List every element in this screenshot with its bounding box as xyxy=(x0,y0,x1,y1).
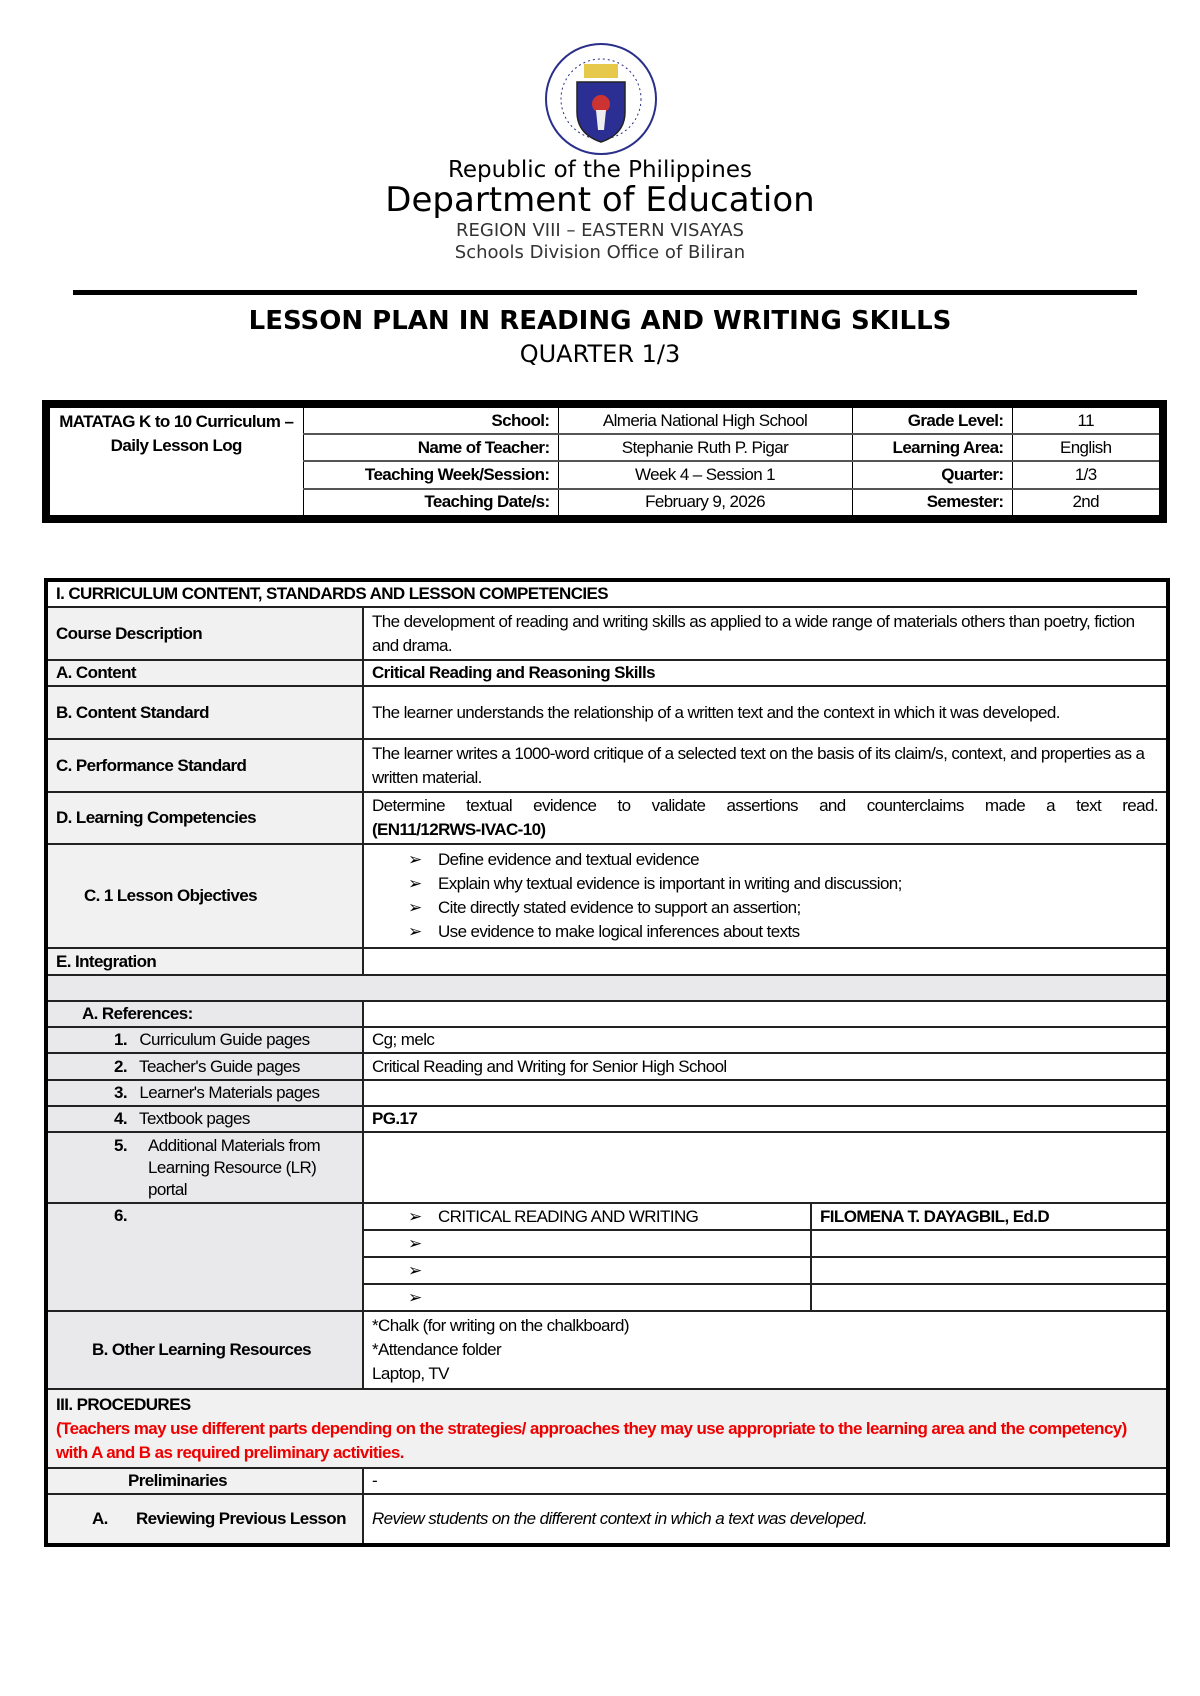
content-standard-value: The learner understands the relationship of a written text and the context in which it was developed. xyxy=(363,686,1168,739)
quarter-label: Quarter: xyxy=(852,461,1012,488)
ref-six-author xyxy=(811,1284,1168,1311)
ref-teachers-guide-value: Critical Reading and Writing for Senior High School xyxy=(363,1053,1168,1080)
arrow-bullet-icon: ➢ xyxy=(408,1260,422,1280)
ref-number: 4. xyxy=(114,1109,127,1128)
resource-item: *Chalk (for writing on the chalkboard) xyxy=(372,1316,629,1335)
region-text: REGION VIII – EASTERN VISAYAS xyxy=(456,220,744,241)
ref-six-author: FILOMENA T. DAYAGBIL, Ed.D xyxy=(811,1203,1168,1230)
ref-number: 2. xyxy=(114,1056,127,1076)
arrow-bullet-icon: ➢ xyxy=(408,922,422,941)
arrow-bullet-icon: ➢ xyxy=(408,1233,422,1253)
semester-value: 2nd xyxy=(1012,489,1163,519)
ref-number: 3. xyxy=(114,1083,127,1102)
ref-additional-materials-label xyxy=(46,1132,363,1203)
procedures-heading: III. PROCEDURES xyxy=(56,1394,191,1414)
ref-six-book xyxy=(363,1230,811,1257)
performance-standard-value: The learner writes a 1000-word critique of a selected text on the basis of its claim/s, context, and properties as a written material. xyxy=(363,739,1168,792)
learning-area-label: Learning Area: xyxy=(852,434,1012,461)
objective-text: Cite directly stated evidence to support an assertion; xyxy=(438,898,801,917)
objective-item xyxy=(372,920,1158,944)
school-value: Almeria National High School xyxy=(558,404,852,434)
integration-value xyxy=(363,948,1168,975)
learning-area-value: English xyxy=(1012,434,1163,461)
grade-level-label: Grade Level: xyxy=(852,404,1012,434)
course-description-label: Course Description xyxy=(46,607,363,660)
resource-item: Laptop, TV xyxy=(372,1364,449,1383)
review-label: Reviewing Previous Lesson xyxy=(136,1509,346,1528)
ref-six-book xyxy=(363,1284,811,1311)
competency-code: (EN11/12RWS-IVAC-10) xyxy=(372,820,546,839)
ref-number: 5. xyxy=(114,1135,127,1155)
references-label: A. References: xyxy=(46,1001,363,1027)
preliminaries-label: Preliminaries xyxy=(46,1468,363,1494)
objective-text: Use evidence to make logical inferences about texts xyxy=(438,922,800,941)
ref-teachers-guide-label xyxy=(46,1053,363,1080)
department-title: Department of Education xyxy=(385,180,815,220)
ref-textbook-value: PG.17 xyxy=(363,1106,1168,1132)
performance-standard-label: C. Performance Standard xyxy=(46,739,363,792)
learning-competencies-label: D. Learning Competencies xyxy=(46,792,363,844)
reviewing-previous-lesson-value: Review students on the different context in which a text was developed. xyxy=(363,1494,1168,1545)
objective-text: Define evidence and textual evidence xyxy=(438,850,699,869)
course-description-value: The development of reading and writing skills as applied to a wide range of materials others than poetry, fiction and drama. xyxy=(363,607,1168,660)
lesson-objectives-list xyxy=(363,844,1168,948)
objective-item xyxy=(372,848,1158,872)
school-label: School: xyxy=(303,404,558,434)
spacer-row xyxy=(46,975,1168,1001)
quarter-value: 1/3 xyxy=(1012,461,1163,488)
arrow-bullet-icon: ➢ xyxy=(408,874,422,893)
lesson-objectives-label: C. 1 Lesson Objectives xyxy=(46,844,363,948)
objective-item xyxy=(372,896,1158,920)
lesson-plan-title: LESSON PLAN IN READING AND WRITING SKILLS xyxy=(248,306,952,336)
references-value xyxy=(363,1001,1168,1027)
teacher-label: Name of Teacher: xyxy=(303,434,558,461)
preliminaries-value: - xyxy=(363,1468,1168,1494)
objective-text: Explain why textual evidence is important in writing and discussion; xyxy=(438,874,902,893)
review-number: A. xyxy=(92,1509,108,1528)
ref-label: Learner's Materials pages xyxy=(139,1083,320,1102)
ref-six-book xyxy=(363,1203,811,1230)
semester-label: Semester: xyxy=(852,489,1012,519)
division-text: Schools Division Office of Biliran xyxy=(454,242,746,263)
header-divider xyxy=(73,290,1137,295)
ref-additional-materials-value xyxy=(363,1132,1168,1203)
arrow-bullet-icon: ➢ xyxy=(408,1287,422,1307)
deped-seal-logo xyxy=(544,42,658,156)
ref-learners-materials-label xyxy=(46,1080,363,1106)
ref-textbook-label xyxy=(46,1106,363,1132)
log-title: MATATAG K to 10 Curriculum – Daily Lesson Log xyxy=(46,404,303,519)
arrow-bullet-icon: ➢ xyxy=(408,1206,422,1226)
teacher-value: Stephanie Ruth P. Pigar xyxy=(558,434,852,461)
ref-label: Curriculum Guide pages xyxy=(139,1030,310,1049)
book-title: CRITICAL READING AND WRITING xyxy=(438,1206,699,1226)
ref-number: 1. xyxy=(114,1030,127,1049)
other-resources-value xyxy=(363,1311,1168,1389)
content-label: A. Content xyxy=(46,660,363,686)
section-curriculum-heading: I. CURRICULUM CONTENT, STANDARDS AND LESSON COMPETENCIES xyxy=(46,580,1168,607)
ref-curriculum-guide-value: Cg; melc xyxy=(363,1027,1168,1053)
week-session-label: Teaching Week/Session: xyxy=(303,461,558,488)
grade-level-value: 11 xyxy=(1012,404,1163,434)
resource-item: *Attendance folder xyxy=(372,1340,502,1359)
competency-text: Determine textual evidence to validate assertions and counterclaims made a text read. xyxy=(372,796,1158,815)
other-resources-label: B. Other Learning Resources xyxy=(46,1311,363,1389)
arrow-bullet-icon: ➢ xyxy=(408,850,422,869)
ref-label: Additional Materials from Learning Resource (LR) portal xyxy=(148,1135,321,1199)
ref-learners-materials-value xyxy=(363,1080,1168,1106)
objective-item xyxy=(372,872,1158,896)
content-value: Critical Reading and Reasoning Skills xyxy=(363,660,1168,686)
procedures-note: (Teachers may use different parts depending on the strategies/ approaches they may use appropriate to the learning area and the competency) with A and B as required preliminary activities. xyxy=(56,1418,1127,1462)
reviewing-previous-lesson-label xyxy=(46,1494,363,1545)
procedures-section xyxy=(46,1389,1168,1468)
daily-lesson-log-info-table xyxy=(42,400,1167,523)
ref-six-label: 6. xyxy=(46,1203,363,1311)
ref-six-book xyxy=(363,1257,811,1284)
ref-label: Teacher's Guide pages xyxy=(139,1056,300,1076)
learning-competencies-value xyxy=(363,792,1168,844)
content-standard-label: B. Content Standard xyxy=(46,686,363,739)
arrow-bullet-icon: ➢ xyxy=(408,898,422,917)
integration-label: E. Integration xyxy=(46,948,363,975)
teaching-date-label: Teaching Date/s: xyxy=(303,489,558,519)
quarter-title: QUARTER 1/3 xyxy=(519,340,681,368)
ref-six-author xyxy=(811,1257,1168,1284)
lesson-content-table xyxy=(44,578,1170,1547)
republic-text: Republic of the Philippines xyxy=(447,157,753,183)
ref-six-author xyxy=(811,1230,1168,1257)
ref-label: Textbook pages xyxy=(139,1109,250,1128)
ref-curriculum-guide-label xyxy=(46,1027,363,1053)
teaching-date-value: February 9, 2026 xyxy=(558,489,852,519)
week-session-value: Week 4 – Session 1 xyxy=(558,461,852,488)
